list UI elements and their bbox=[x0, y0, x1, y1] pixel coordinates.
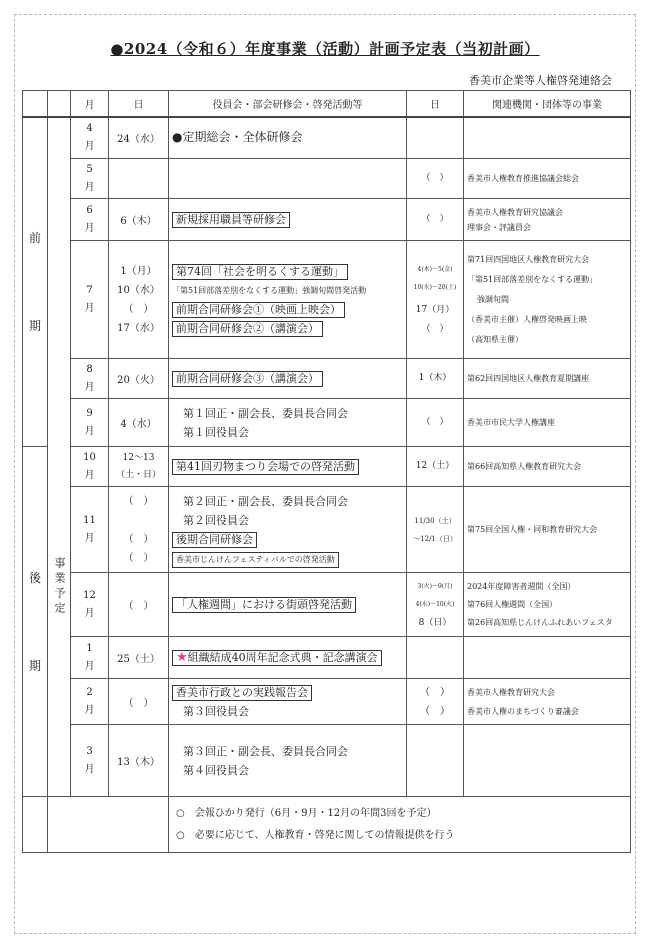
header-day-2: 日 bbox=[407, 91, 464, 117]
header-activities: 役員会・部会研修会・啓発活動等 bbox=[169, 91, 407, 117]
day-cell bbox=[109, 159, 169, 199]
table-row bbox=[23, 447, 631, 487]
related-cell: 香美市市民大学人権講座 bbox=[464, 399, 631, 447]
day-cell: 6（木） bbox=[109, 199, 169, 241]
day-cell: 4（水） bbox=[109, 399, 169, 447]
related-cell bbox=[464, 725, 631, 797]
activity-cell: 前期合同研修会③（講演会） bbox=[169, 359, 407, 399]
star-icon: ★ bbox=[176, 650, 188, 665]
notes-blank-2 bbox=[48, 797, 169, 853]
activity-cell: 第１回正・副会長、委員長合同会 第１回役員会 bbox=[169, 399, 407, 447]
activity-cell: ★組織結成40周年記念式典・記念講演会 bbox=[169, 637, 407, 679]
activity-cell: 新規採用職員等研修会 bbox=[169, 199, 407, 241]
related-day-cell: 11/30（土） ～12/1（日） bbox=[407, 487, 464, 573]
table-row bbox=[23, 573, 631, 637]
day-cell: （ ） bbox=[109, 573, 169, 637]
organization-name: 香美市企業等人権啓発連絡会 bbox=[469, 74, 612, 87]
first-half-label: 前 期 bbox=[23, 117, 48, 447]
related-cell bbox=[464, 117, 631, 159]
day-cell: 20（火） bbox=[109, 359, 169, 399]
activity-cell bbox=[169, 159, 407, 199]
page-title: ●2024（令和６）年度事業（活動）計画予定表（当初計画） bbox=[110, 40, 540, 58]
month-cell: 1 月 bbox=[71, 637, 109, 679]
related-day-cell: 1（木） bbox=[407, 359, 464, 399]
activity-cell: 第74回「社会を明るくする運動」 「第51回部落差別をなくする運動」強調旬間啓発活動 前期合同研修会①（映画上映会） 前期合同研修会②（講演会） bbox=[169, 241, 407, 359]
month-cell: 7 月 bbox=[71, 241, 109, 359]
related-cell: 香美市人権教育推進協議会総会 bbox=[464, 159, 631, 199]
related-day-cell: 4(木)～5(金) 10(水)～20(土) 17（月） （ ） bbox=[407, 241, 464, 359]
notes-cell bbox=[169, 797, 631, 853]
table-row bbox=[23, 117, 631, 159]
month-cell: 5 月 bbox=[71, 159, 109, 199]
month-cell: 11 月 bbox=[71, 487, 109, 573]
activity-cell: 香美市行政との実践報告会 第３回役員会 bbox=[169, 679, 407, 725]
header-day: 日 bbox=[109, 91, 169, 117]
related-day-cell bbox=[407, 725, 464, 797]
table-row bbox=[23, 487, 631, 573]
month-cell: 3 月 bbox=[71, 725, 109, 797]
second-half-label: 後 期 bbox=[23, 447, 48, 797]
related-cell: 第66回高知県人権教育研究大会 bbox=[464, 447, 631, 487]
related-cell: 第75回全国人権・同和教育研究大会 bbox=[464, 487, 631, 573]
activity-cell: 第３回正・副会長、委員長合同会 第４回役員会 bbox=[169, 725, 407, 797]
header-related: 関連機関・団体等の事業 bbox=[464, 91, 631, 117]
related-day-cell: （ ） （ ） bbox=[407, 679, 464, 725]
month-cell: 10 月 bbox=[71, 447, 109, 487]
header-month: 月 bbox=[71, 91, 109, 117]
day-cell: （ ） （ ） （ ） bbox=[109, 487, 169, 573]
day-cell: 12～13 （土・日） bbox=[109, 447, 169, 487]
table-row bbox=[23, 199, 631, 241]
related-cell: 香美市人権教育研究協議会 理事会・評議員会 bbox=[464, 199, 631, 241]
activity-cell: 第41回刃物まつり会場での啓発活動 bbox=[169, 447, 407, 487]
project-label-cell bbox=[48, 117, 71, 797]
activity-cell: ●定期総会・全体研修会 bbox=[169, 117, 407, 159]
activity-cell: 「人権週間」における街頭啓発活動 bbox=[169, 573, 407, 637]
month-cell: 2 月 bbox=[71, 679, 109, 725]
month-cell: 12 月 bbox=[71, 573, 109, 637]
related-day-cell: （ ） bbox=[407, 399, 464, 447]
day-cell: 13（木） bbox=[109, 725, 169, 797]
header-blank bbox=[23, 91, 48, 117]
table-row bbox=[23, 725, 631, 797]
month-cell: 8 月 bbox=[71, 359, 109, 399]
note-item: ○ 会報ひかり発行（6月・9月・12月の年間3回を予定） bbox=[176, 807, 437, 819]
related-day-cell: （ ） bbox=[407, 159, 464, 199]
table-row bbox=[23, 399, 631, 447]
related-day-cell bbox=[407, 637, 464, 679]
project-label: 事業予定 bbox=[53, 556, 66, 617]
day-cell: （ ） bbox=[109, 679, 169, 725]
activity-cell: 第２回正・副会長、委員長合同会 第２回役員会 後期合同研修会 香美市じんけんフェスティバルでの啓発活動 bbox=[169, 487, 407, 573]
table-row bbox=[23, 359, 631, 399]
notes-row bbox=[23, 797, 631, 853]
related-cell: 2024年度障害者週間（全国） 第76回人権週間（全国） 第26回高知県じんけんふれあいフェスタ bbox=[464, 573, 631, 637]
table-row bbox=[23, 241, 631, 359]
header-blank-2 bbox=[48, 91, 71, 117]
note-item: ○ 必要に応じて、人権教育・啓発に関しての情報提供を行う bbox=[176, 829, 455, 841]
month-cell: 4 月 bbox=[71, 117, 109, 159]
notes-blank bbox=[23, 797, 48, 853]
month-cell: 9 月 bbox=[71, 399, 109, 447]
month-cell: 6 月 bbox=[71, 199, 109, 241]
related-cell: 第62回四国地区人権教育夏期講座 bbox=[464, 359, 631, 399]
related-day-cell bbox=[407, 117, 464, 159]
table-row bbox=[23, 637, 631, 679]
day-cell: 24（水） bbox=[109, 117, 169, 159]
related-day-cell: 3(火)～9(月) 4(水)～10(火) 8（日） bbox=[407, 573, 464, 637]
schedule-table bbox=[22, 90, 631, 853]
day-cell: 25（土） bbox=[109, 637, 169, 679]
table-row bbox=[23, 679, 631, 725]
day-cell: 1（月） 10（水） （ ） 17（水） bbox=[109, 241, 169, 359]
table-row bbox=[23, 159, 631, 199]
related-cell bbox=[464, 637, 631, 679]
table-header bbox=[23, 91, 631, 117]
related-day-cell: 12（土） bbox=[407, 447, 464, 487]
related-cell: 香美市人権教育研究大会 香美市人権のまちづくり審議会 bbox=[464, 679, 631, 725]
related-day-cell: （ ） bbox=[407, 199, 464, 241]
related-cell: 第71回四国地区人権教育研究大会 「第51回部落差別をなくする運動」 強調旬間 （香美市主催）人権啓発映画上映 （高知県主催） bbox=[464, 241, 631, 359]
